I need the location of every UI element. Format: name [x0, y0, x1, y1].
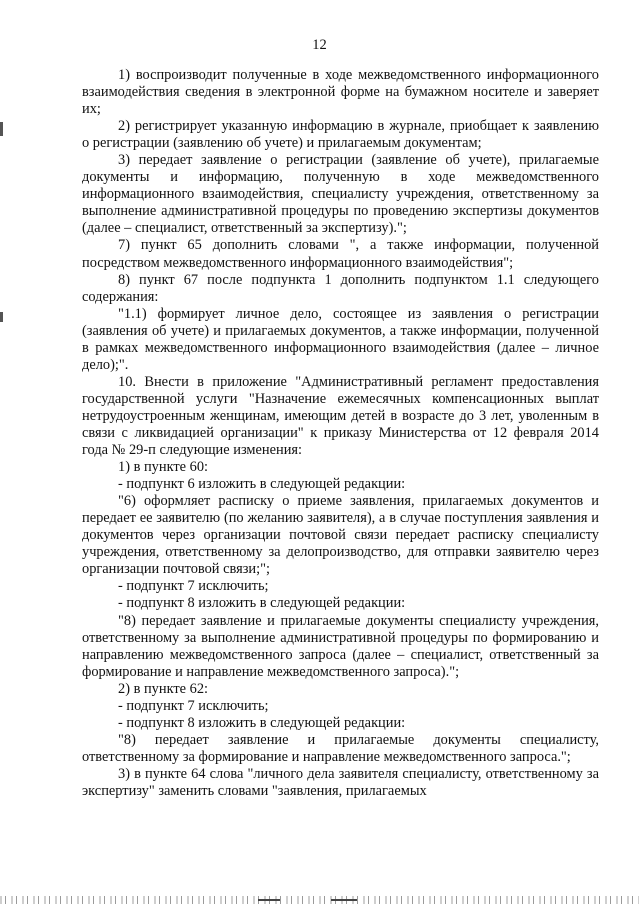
paragraph: 2) регистрирует указанную информацию в журнале, приобщает к заявлению о регистрации (заявлению об учете) и прилагаемым документам; [82, 118, 599, 152]
paragraph: "6) оформляет расписку о приеме заявления, прилагаемых документов и передает ее заявителю (по желанию заявителя), а в случае поступления заявления и документов через организации почтовой связи передает расписку специалисту учреждения, ответственному за делопроизводство, для отправки заявителю через организации почтовой связи;"; [82, 493, 599, 578]
paragraph: 2) в пункте 62: [118, 680, 209, 697]
paragraph: 3) передает заявление о регистрации (заявление об учете), прилагаемые документы и информацию, полученную в ходе межведомственного информационного взаимодействия, специалисту учреждения, ответственному за выполнение административной процедуры по проведению экспертизы документов (далее – специалист, ответственный за экспертизу)."; [82, 152, 599, 237]
paragraph: - подпункт 6 изложить в следующей редакции: [118, 476, 406, 493]
paragraph: 7) пункт 65 дополнить словами ", а также информации, полученной посредством межведомственного информационного взаимодействия"; [82, 237, 599, 271]
paragraph: 8) пункт 67 после подпункта 1 дополнить подпунктом 1.1 следующего содержания: [82, 271, 599, 305]
paragraph: 1) в пункте 60: [118, 459, 209, 476]
scan-border-strip [0, 896, 639, 904]
paragraph: - подпункт 7 исключить; [118, 697, 269, 714]
scan-border-mark [331, 899, 357, 901]
paragraph: 1) воспроизводит полученные в ходе межведомственного информационного взаимодействия сведения в электронной форме на бумажном носителе и заверяет их; [82, 67, 599, 118]
scan-border-mark [258, 899, 280, 901]
paragraph: - подпункт 8 изложить в следующей редакции: [118, 595, 406, 612]
paragraph: "8) передает заявление и прилагаемые документы специалисту учреждения, ответственному за выполнение административной процедуры по формированию и направлению межведомственного запроса (далее – специалист, ответственный за формирование и направление межведомственного запроса)."; [82, 612, 599, 680]
paragraph: 3) в пункте 64 слова "личного дела заявителя специалисту, ответственному за экспертизу" заменить словами "заявления, прилагаемых [82, 765, 599, 799]
scan-edge-mark [0, 122, 3, 136]
page-number: 12 [312, 37, 327, 53]
scan-edge-mark [0, 312, 3, 322]
paragraph: 10. Внести в приложение "Административный регламент предоставления государственной услуги "Назначение ежемесячных компенсационных выплат нетрудоустроенным женщинам, имеющим детей в возрасте до 3 лет, уволенным в связи с ликвидацией организации" к приказу Министерства от 12 февраля 2014 года № 29-п следующие изменения: [82, 373, 599, 459]
paragraph: - подпункт 8 изложить в следующей редакции: [118, 714, 406, 731]
paragraph: - подпункт 7 исключить; [118, 578, 269, 595]
document-body [82, 67, 599, 800]
paragraph: "8) передает заявление и прилагаемые документы специалисту, ответственному за формирование и направление межведомственного запроса."; [82, 731, 599, 765]
paragraph: "1.1) формирует личное дело, состоящее из заявления о регистрации (заявления об учете) и прилагаемых документов, а также информации, полученной в рамках межведомственного информационного взаимодействия (далее – личное дело);". [82, 305, 599, 373]
